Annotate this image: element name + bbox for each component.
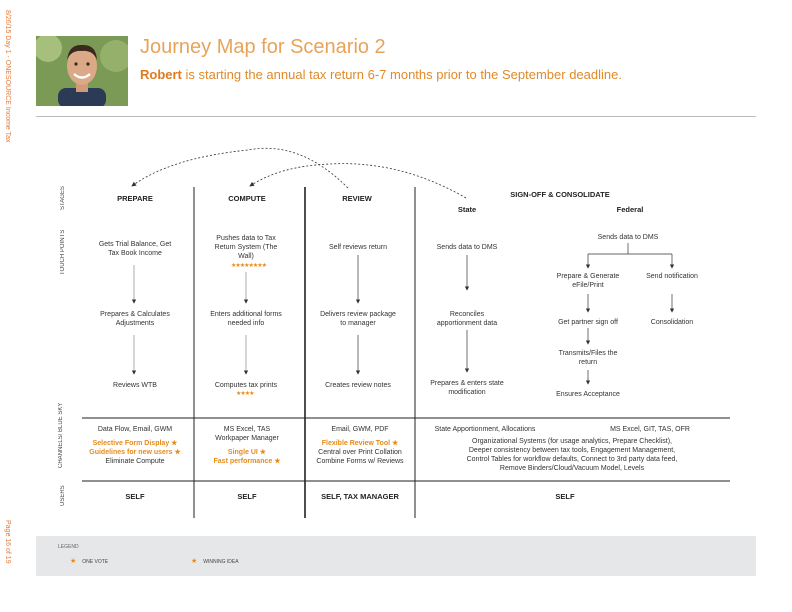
touchpoint-compute-1: Pushes data to Tax Return System (The Wall) [214, 235, 278, 260]
vote-stars: ★★★★★★★★ [231, 263, 267, 269]
idea-flexible-review: Flexible Review Tool ★ [321, 440, 399, 447]
legend-label: ONE VOTE [82, 559, 109, 565]
channel-text: Workpaper Manager [215, 435, 279, 442]
stage-federal: Federal [616, 205, 644, 214]
touchpoint-review-3: Creates review notes [325, 382, 391, 389]
page-title: Journey Map for Scenario 2 [140, 36, 386, 58]
touchpoint-federal-5: Consolidation [650, 319, 694, 326]
legend-label: WINNING IDEA [203, 559, 239, 565]
channel-text: Control Tables for workflow defaults, Connect to 3rd party data feed, [466, 456, 678, 463]
sidebar-meta: 8/26/15 Day 1 - ONESOURCE Income Tax [4, 10, 11, 143]
channel-text: Central over Print Collation [318, 449, 402, 456]
channel-text: Organizational Systems (for usage analytics, Prepare Checklist), [472, 438, 672, 445]
star-icon: ★ [191, 558, 198, 565]
touchpoint-review-2: Delivers review package to manager [320, 311, 396, 327]
touchpoint-federal-7: Ensures Acceptance [556, 391, 620, 398]
vote-stars: ★★★★ [236, 391, 254, 397]
user-prepare: SELF [125, 492, 145, 501]
stage-signoff: SIGN-OFF & CONSOLIDATE [510, 190, 610, 199]
touchpoint-prepare-2: Prepares & Calculates Adjustments [100, 311, 170, 327]
touchpoint-prepare-1: Gets Trial Balance, Get Tax Book Income [98, 241, 172, 257]
channel-text: Eliminate Compute [105, 458, 165, 465]
legend-title: LEGEND [58, 544, 79, 550]
channel-text: Remove Binders/Cloud/Vacuum Model, Levels [499, 465, 645, 472]
idea-guidelines: Guidelines for new users ★ [89, 449, 181, 456]
user-signoff: SELF [555, 492, 575, 501]
legend-item-one-vote [70, 557, 108, 565]
idea-fast-performance: Fast performance ★ [213, 458, 281, 465]
touchpoint-federal-3: Send notification [646, 273, 698, 280]
channel-review [308, 425, 412, 466]
user-compute: SELF [237, 492, 257, 501]
channel-text: Combine Forms w/ Reviews [316, 458, 404, 465]
touchpoint-review-1: Self reviews return [329, 244, 387, 251]
channel-text: MS Excel, TAS [223, 426, 271, 433]
touchpoint-federal-2: Prepare & Generate eFile/Print [556, 273, 620, 289]
stage-review: REVIEW [342, 194, 372, 203]
channel-state: State Apportionment, Allocations [434, 426, 536, 433]
page-number: Page 16 of 19 [4, 520, 11, 564]
touchpoint-compute-3: Computes tax prints [214, 382, 278, 389]
legend-item-winning-idea [191, 557, 239, 565]
channel-compute [200, 425, 294, 466]
touchpoint-state-1: Sends data to DMS [436, 244, 498, 251]
user-review: SELF, TAX MANAGER [321, 492, 399, 501]
touchpoint-state-2: Reconciles apportionment data [436, 311, 498, 327]
subtitle-text: is starting the annual tax return 6-7 months prior to the September deadline. [181, 67, 622, 82]
row-label-users: USERS [60, 485, 66, 506]
channel-prepare [88, 425, 182, 466]
row-label-touchpoints: TOUCH POINTS [60, 229, 66, 275]
row-label-channels: CHANNELS/ BLUE SKY [58, 402, 64, 468]
touchpoint-prepare-3: Reviews WTB [113, 382, 157, 389]
row-label-stages: STAGES [60, 186, 66, 210]
idea-single-ui: Single UI ★ [227, 449, 267, 456]
touchpoint-federal-6: Transmits/Files the return [558, 350, 618, 366]
touchpoint-compute-2: Enters additional forms needed info [210, 311, 282, 327]
channel-signoff-extra [422, 437, 722, 473]
channel-text: Data Flow, Email, GWM [97, 426, 173, 433]
star-icon: ★ [70, 558, 77, 565]
touchpoint-federal-4: Get partner sign off [558, 319, 618, 326]
touchpoint-federal-1: Sends data to DMS [597, 234, 659, 241]
stage-state: State [457, 205, 477, 214]
channel-federal: MS Excel, GIT, TAS, OFR [610, 426, 690, 433]
persona-name: Robert [140, 67, 182, 82]
stage-compute: COMPUTE [228, 194, 266, 203]
idea-selective-form: Selective Form Display ★ [92, 440, 178, 447]
legend [36, 536, 756, 576]
touchpoint-state-3: Prepares & enters state modification [430, 380, 504, 396]
channel-text: Deeper consistency between tax tools, Engagement Management, [468, 447, 676, 454]
channel-text: Email, GWM, PDF [331, 426, 389, 433]
stage-prepare: PREPARE [117, 194, 153, 203]
